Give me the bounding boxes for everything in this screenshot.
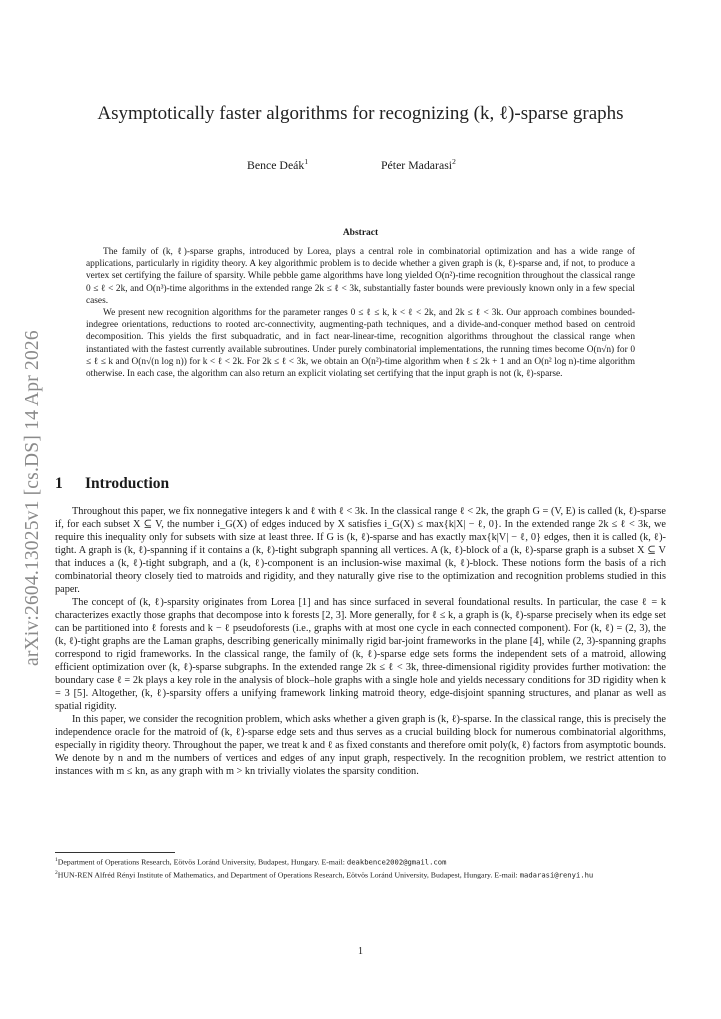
abstract-paragraph: We present new recognition algorithms for the parameter ranges 0 ≤ ℓ ≤ k, k < ℓ < 2k, and 2k ≤ ℓ < 3k. Our approach combines bounded-indegree orientations, reductions to rooted arc-connectivity, augmenting-path techniques, and a divide-and-conquer method based on centroid decomposition. This yields the first subquadratic, and in fact near-linear-time, recognition algorithms throughout the classical range when instantiated with the fastest currently available subroutines. Under purely combinatorial implementations, the running times become O(n√n) for 0 ≤ ℓ ≤ k and O(n√(n log n)) for k < ℓ < 2k. For 2k ≤ ℓ < 3k, we obtain an O(n²)-time algorithm when ℓ ≤ 2k + 1 and an O(n² log n)-time algorithm otherwise. In each case, the algorithm can also return an explicit violating set certifying that the input graph is not (k, ℓ)-sparse. — [86, 308, 635, 380]
arxiv-identifier-stamp: arXiv:2604.13025v1 [cs.DS] 14 Apr 2026 — [22, 330, 43, 666]
paper-title: Asymptotically faster algorithms for recognizing (k, ℓ)-sparse graphs — [97, 103, 624, 124]
author-2-footnote-mark: 2 — [452, 157, 456, 166]
author-1 — [247, 157, 308, 173]
footnote-2-text: HUN-REN Alfréd Rényi Institute of Mathematics, and Department of Operations Research, Eötvös Loránd University, Budapest, Hungary. E-mail: — [57, 870, 520, 880]
footnote-1-mark: 1 — [55, 857, 58, 863]
section-body — [55, 505, 666, 778]
footnote-2 — [55, 868, 666, 881]
abstract-body — [86, 246, 635, 380]
section-title: Introduction — [85, 475, 170, 492]
author-1-footnote-mark: 1 — [304, 157, 309, 166]
body-paragraph: Throughout this paper, we fix nonnegative integers k and ℓ with ℓ < 3k. In the classical range ℓ < 2k, the graph G = (V, E) is called (k, ℓ)-sparse if, for each subset X ⊆ V, the number i_G(X) of edges induced by X satisfies i_G(X) ≤ max{k|X| − ℓ, 0}. In the extended range 2k ≤ ℓ < 3k, we require this inequality only for subsets with size at least three. If G is (k, ℓ)-sparse and has exactly max{k|V| − ℓ, 0} edges, then it is called (k, ℓ)-tight. A graph is (k, ℓ)-spanning if it contains a (k, ℓ)-tight subgraph spanning all vertices. A (k, ℓ)-block of a (k, ℓ)-sparse graph is a subset X ⊆ V that induces a (k, ℓ)-tight subgraph, and a (k, ℓ)-component is an inclusion-wise maximal (k, ℓ)-block. These notions form the basis of a rich combinatorial theory closely tied to matroids and rigidity, and they naturally give rise to the optimization and recognition problems studied in this paper. — [55, 506, 666, 596]
footnote-divider — [55, 852, 175, 853]
author-1-name: Bence Deák — [247, 157, 305, 172]
footnote-1-email[interactable]: deakbence2002@gmail.com — [346, 857, 447, 867]
section-heading — [55, 475, 169, 493]
footnote-2-email[interactable]: madarasi@renyi.hu — [519, 870, 594, 880]
section-number: 1 — [55, 475, 63, 492]
footnote-2-mark: 2 — [55, 869, 58, 876]
abstract-paragraph: The family of (k, ℓ)-sparse graphs, introduced by Lorea, plays a central role in combinatorial optimization and has a wide range of applications, particularly in rigidity theory. A key algorithmic problem is to decide whether a given graph is (k, ℓ)-sparse and, if not, to produce a vertex set certifying the failure of sparsity. While pebble game algorithms have long yielded O(n²)-time recognition throughout the classical range 0 ≤ ℓ < 2k, and O(n³)-time algorithms in the extended range 2k ≤ ℓ < 3k, substantially faster bounds were previously known only in a few special cases. — [86, 247, 635, 306]
body-paragraph: The concept of (k, ℓ)-sparsity originates from Lorea [1] and has since surfaced in several foundational results. In particular, the case ℓ = k characterizes exactly those graphs that decompose into k forests [2, 3]. More generally, for ℓ ≤ k, a graph is (k, ℓ)-sparse precisely when its edge set can be partitioned into ℓ forests and k − ℓ pseudoforests (i.e., graphs with at most one cycle in each connected component). For (k, ℓ) = (2, 3), the (k, ℓ)-tight graphs are the Laman graphs, describing generically minimally rigid bar-joint frameworks in the plane [4], while (2, 3)-spanning graphs correspond to rigid frameworks. In the classical range, the family of (k, ℓ)-sparse edge sets forms the independent sets of a matroid, allowing efficient optimization over (k, ℓ)-sparse subgraphs. In the extended range 2k ≤ ℓ < 3k, three-dimensional rigidity provides further motivation: the boundary case ℓ = 2k plays a key role in the analysis of block–hole graphs with a single hole and yields necessary conditions for 3D rigidity when k = 3 [5]. Altogether, (k, ℓ)-sparsity offers a unifying framework linking matroid theory, edge-disjoint spanning structures, and planar as well as spatial rigidity. — [55, 597, 666, 713]
author-2-name: Péter Madarasi — [381, 157, 453, 172]
footnote-1-text: Department of Operations Research, Eötvös Loránd University, Budapest, Hungary. E-mail: — [57, 857, 347, 867]
abstract-heading: Abstract — [342, 228, 379, 238]
footnote-1 — [55, 855, 666, 868]
body-paragraph: In this paper, we consider the recognition problem, which asks whether a given graph is (k, ℓ)-sparse. In the classical range, this is precisely the independence oracle for the matroid of (k, ℓ)-sparse edge sets and thus serves as a crucial building block for numerous combinatorial algorithms, especially in rigidity theory. Throughout the paper, we treat k and ℓ as fixed constants and therefore omit poly(k, ℓ) factors from asymptotic bounds. We denote by n and m the numbers of vertices and edges of any input graph, respectively. In the recognition problem, we restrict attention to instances with m ≤ kn, as any graph with m > kn trivially violates the sparsity condition. — [55, 714, 666, 778]
page-number: 1 — [358, 946, 363, 957]
footnotes — [55, 855, 666, 881]
author-2 — [381, 157, 456, 173]
